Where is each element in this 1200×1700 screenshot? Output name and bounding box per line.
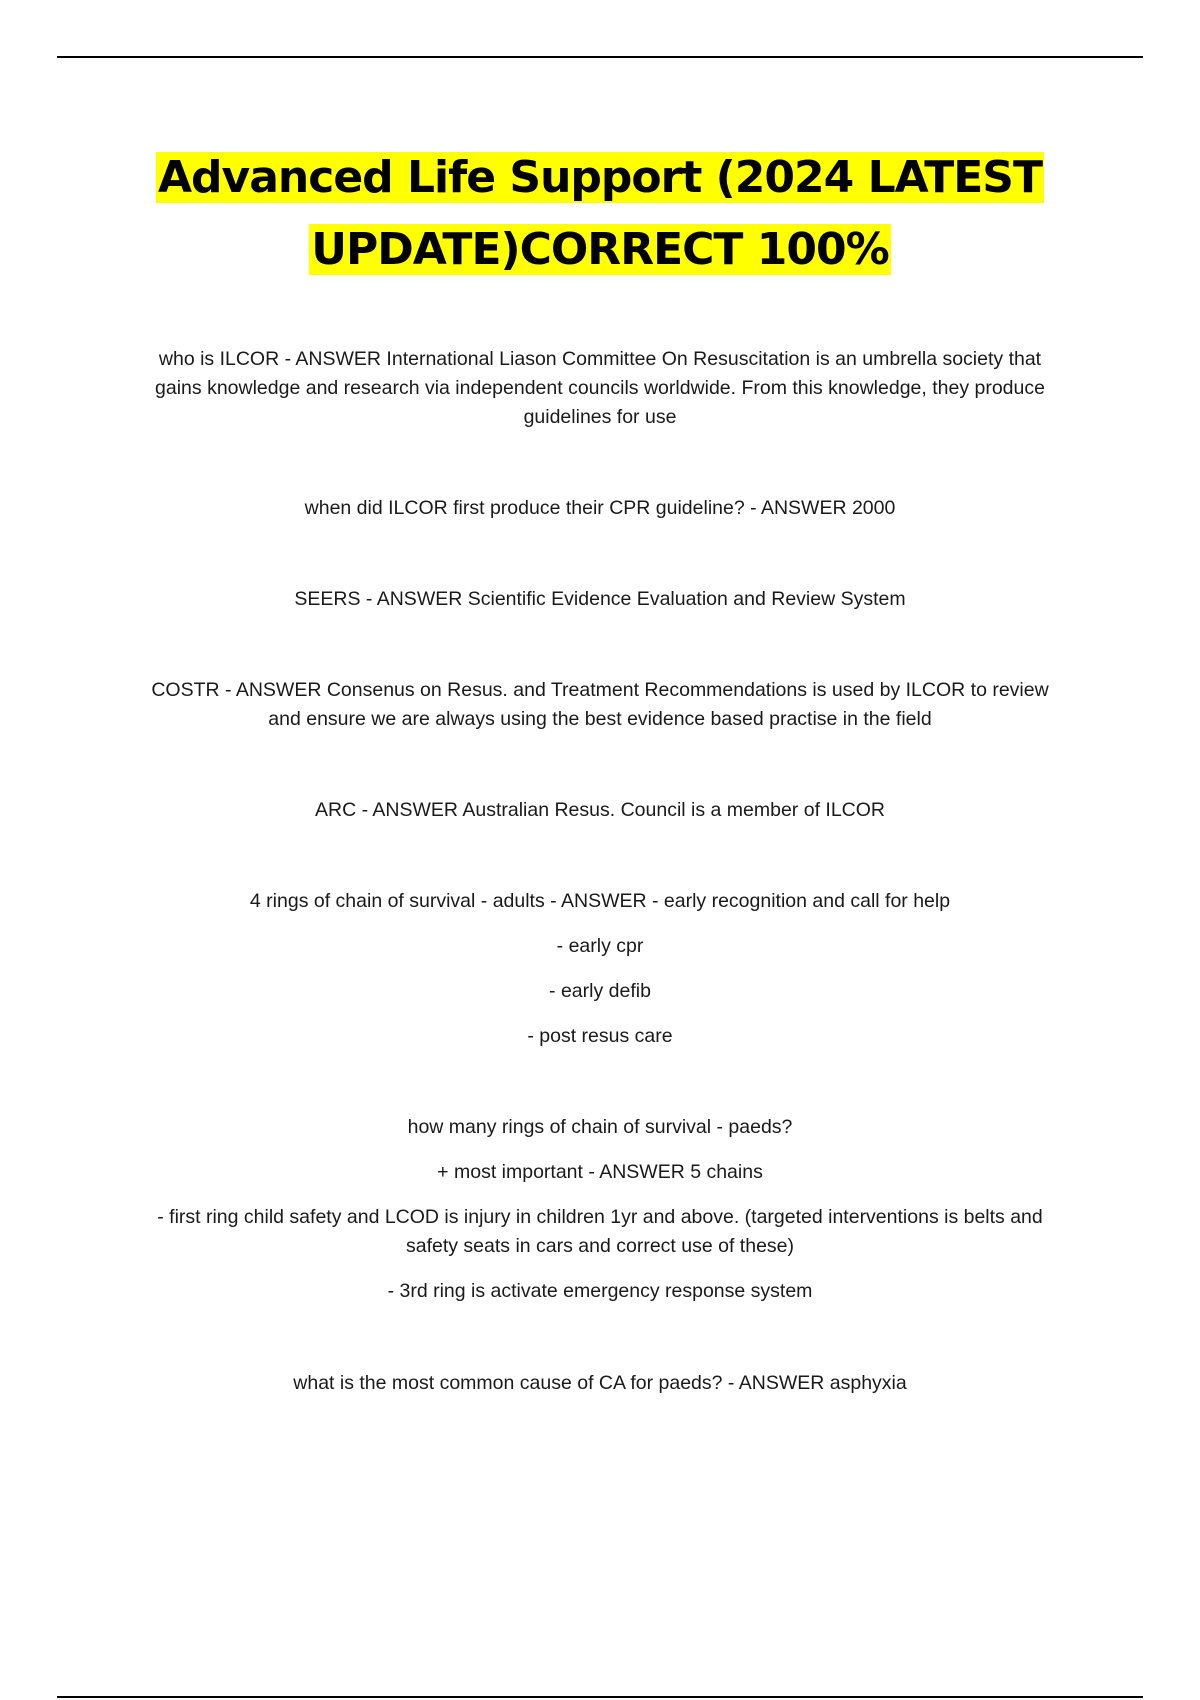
entry-seers: SEERS - ANSWER Scientific Evidence Evaluation and Review System [294,588,906,610]
entry-first-guideline: when did ILCOR first produce their CPR guideline? - ANSWER 2000 [304,497,896,519]
chain-adults-item: - post resus care [527,1025,673,1047]
top-rule [57,56,1143,58]
chain-paeds-question: how many rings of chain of survival - paeds? [407,1116,793,1138]
entry-chain-adults [140,887,1060,1051]
entry-costr: COSTR - ANSWER Consenus on Resus. and Treatment Recommendations is used by ILCOR to review and ensure we are always using the best evidence based practise in the field [151,679,1049,730]
entry-common-cause: what is the most common cause of CA for paeds? - ANSWER asphyxia [293,1372,907,1394]
chain-paeds-answer: + most important - ANSWER 5 chains [437,1161,763,1183]
title-highlight: Advanced Life Support (2024 LATEST UPDATE)CORRECT 100% [157,152,1043,275]
entry-chain-paeds [140,1113,1060,1306]
chain-paeds-item: - first ring child safety and LCOD is injury in children 1yr and above. (targeted interventions is belts and safety seats in cars and correct use of these) [157,1206,1043,1257]
chain-adults-item: - early cpr [556,935,644,957]
chain-paeds-item: - 3rd ring is activate emergency response system [387,1280,813,1302]
entry-arc: ARC - ANSWER Australian Resus. Council is a member of ILCOR [314,799,885,821]
entry-ilcor: who is ILCOR - ANSWER International Liason Committee On Resuscitation is an umbrella society that gains knowledge and research via independent councils worldwide. From this knowledge, they produce guidelines for use [155,348,1045,428]
bottom-rule [57,1696,1143,1698]
chain-adults-item: - early defib [549,980,651,1002]
document-title [140,142,1060,286]
chain-adults-question: 4 rings of chain of survival - adults - ANSWER - early recognition and call for help [249,890,951,912]
